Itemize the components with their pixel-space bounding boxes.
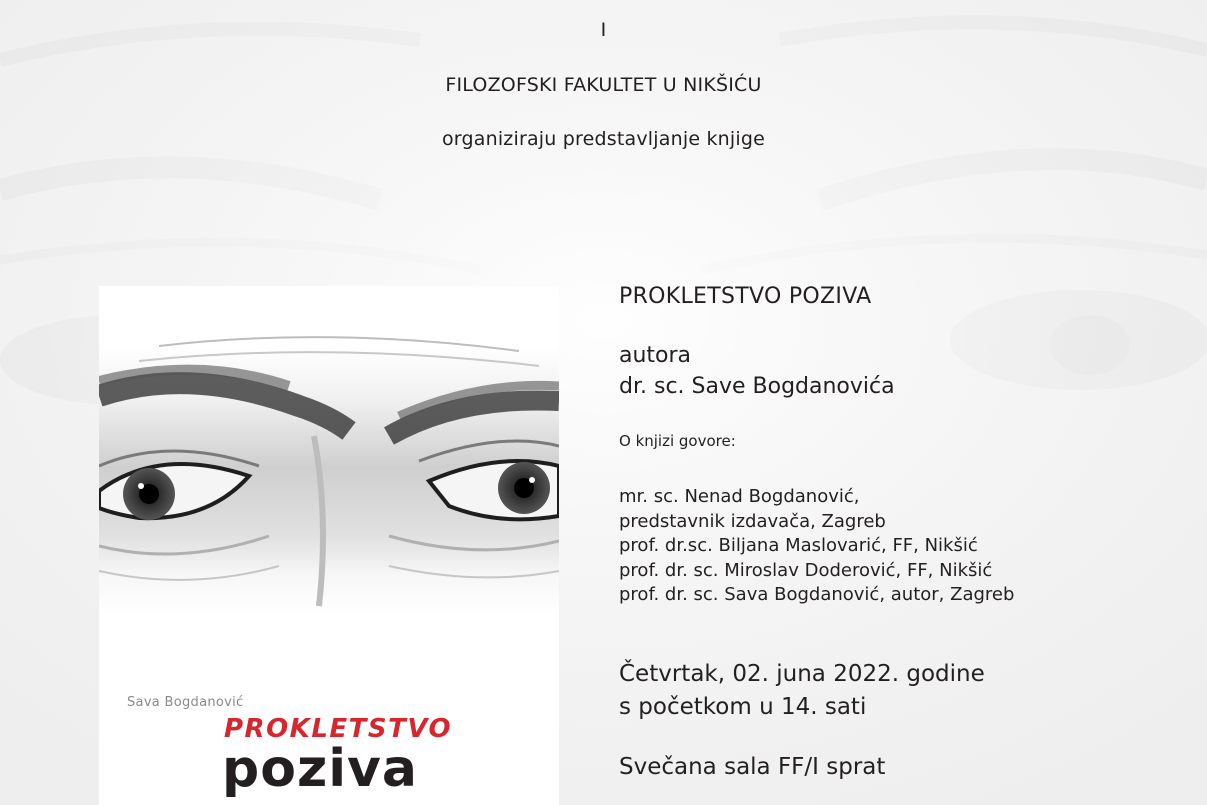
speaker-line: prof. dr.sc. Biljana Maslovarić, FF, Nikšić	[619, 535, 978, 556]
author-label: autora	[619, 343, 692, 368]
event-venue: Svečana sala FF/I sprat	[619, 754, 886, 780]
speakers-list	[619, 485, 1014, 608]
organizer-line: organiziraju predstavljanje knjige	[441, 128, 766, 150]
book-title: PROKLETSTVO POZIVA	[619, 284, 872, 309]
speakers-label: O knjizi govore:	[619, 432, 736, 450]
event-date: Četvrtak, 02. juna 2022. godine	[619, 661, 985, 687]
cover-title-top: PROKLETSTVO	[224, 714, 453, 744]
header-line-1: I	[600, 19, 607, 41]
speaker-line: mr. sc. Nenad Bogdanović,	[619, 486, 860, 507]
cover-title-bottom: poziva	[222, 739, 419, 799]
speaker-line: prof. dr. sc. Sava Bogdanović, autor, Zagreb	[619, 584, 1015, 605]
event-time: s početkom u 14. sati	[619, 694, 867, 720]
speaker-line: prof. dr. sc. Miroslav Doderović, FF, Nikšić	[619, 559, 993, 581]
speaker-line: predstavnik izdavača, Zagreb	[619, 510, 886, 532]
cover-author-name: Sava Bogdanović	[127, 695, 244, 710]
author-name: dr. sc. Save Bogdanovića	[619, 374, 895, 399]
faculty-name: FILOZOFSKI FAKULTET U NIKŠIĆU	[445, 74, 762, 96]
